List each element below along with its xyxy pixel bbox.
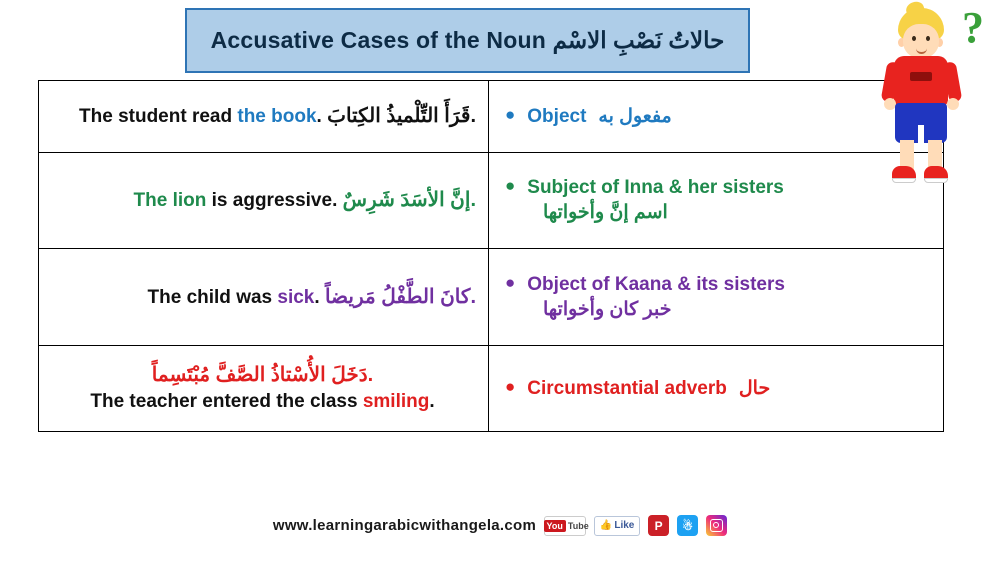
term-arabic-sub: خبر كان وأخواتها (543, 298, 672, 320)
term-line (505, 377, 933, 400)
term-english: Subject of Inna & her sisters (527, 177, 784, 198)
example-cell (39, 81, 489, 152)
example-line (134, 187, 476, 214)
term-cell (489, 249, 943, 345)
example-english-highlight: smiling (362, 391, 430, 413)
bullet-icon: ● (505, 105, 516, 124)
question-mark-icon: ? (962, 3, 984, 52)
example-english-highlight: is aggressive (206, 190, 333, 211)
example-arabic: إنَّ الأسَدَ شَرِسٌ. (342, 189, 476, 211)
term-english: Object (527, 106, 587, 127)
term-line (505, 105, 933, 128)
twitter-icon[interactable] (677, 515, 698, 536)
shirt-logo-shape (910, 72, 932, 81)
example-arabic: كانَ الطَّفْلُ مَريضاً. (324, 285, 476, 308)
table-row (39, 153, 943, 249)
facebook-like-icon[interactable] (594, 516, 640, 536)
example-line (79, 103, 476, 130)
hand-right-shape (947, 98, 959, 110)
eye-left-shape (912, 36, 916, 41)
example-english-after: . (332, 190, 338, 211)
eye-right-shape (926, 36, 930, 41)
example-arabic: دَخَلَ الأُسْتاذُ الصَّفَّ مُبْتَسِماً. (151, 364, 374, 387)
like-label: Like (614, 520, 635, 531)
term-arabic: حال (738, 378, 771, 399)
example-english-after: . (314, 286, 320, 308)
instagram-camera-icon (710, 519, 723, 532)
example-line (49, 389, 476, 415)
bullet-icon: ● (505, 377, 516, 396)
bullet-icon: ● (505, 176, 516, 195)
term-arabic-sub: اسم إنَّ وأخواتها (543, 202, 668, 223)
example-cell (39, 249, 489, 345)
example-english-before: The student read (79, 106, 238, 127)
bullet-icon: ● (505, 272, 516, 292)
example-english-before: The lion (133, 190, 207, 211)
example-english-after: . (429, 391, 435, 413)
term-cell (489, 346, 943, 431)
table-row (39, 81, 943, 153)
shirt-shape (894, 56, 948, 106)
shoe-sole-right-shape (924, 178, 948, 183)
term-arabic: مفعول به (598, 106, 672, 127)
shorts-gap-shape (918, 125, 924, 143)
table-row (39, 346, 943, 432)
website-url: www.learningarabicwithangela.com (272, 517, 537, 534)
twitter-bird-icon: ☃ (682, 518, 694, 533)
example-english-highlight: the book (237, 106, 317, 127)
example-line (148, 284, 476, 311)
table-row (39, 249, 943, 346)
term-english: Circumstantial adverb (527, 378, 727, 399)
title-banner (185, 8, 750, 73)
example-cell (39, 346, 489, 431)
youtube-tube-label: Tube (567, 520, 589, 531)
example-english-before: The child was (147, 286, 278, 308)
example-arabic: قَرَأَ التِّلْميذُ الكِتابَ. (327, 105, 476, 127)
cases-table (38, 80, 944, 432)
page-title: Accusative Cases of the Noun حالاتُ نَصْبِ الاسْم (210, 27, 725, 53)
term-line (505, 177, 933, 199)
instagram-icon[interactable] (706, 515, 727, 536)
youtube-icon[interactable] (544, 516, 589, 536)
term-line (505, 274, 933, 296)
pinterest-icon[interactable]: P (648, 515, 669, 536)
example-english-after: . (316, 106, 322, 127)
shoe-sole-left-shape (892, 178, 916, 183)
example-english-before: The teacher entered the class (90, 391, 363, 413)
youtube-you-label: You (544, 520, 566, 532)
example-cell (39, 153, 489, 248)
term-english: Object of Kaana & its sisters (527, 273, 785, 295)
boy-character-illustration (870, 0, 990, 200)
example-english-highlight: sick (277, 286, 315, 308)
thumbs-up-icon: 👍 (599, 520, 613, 531)
footer (0, 515, 1000, 536)
